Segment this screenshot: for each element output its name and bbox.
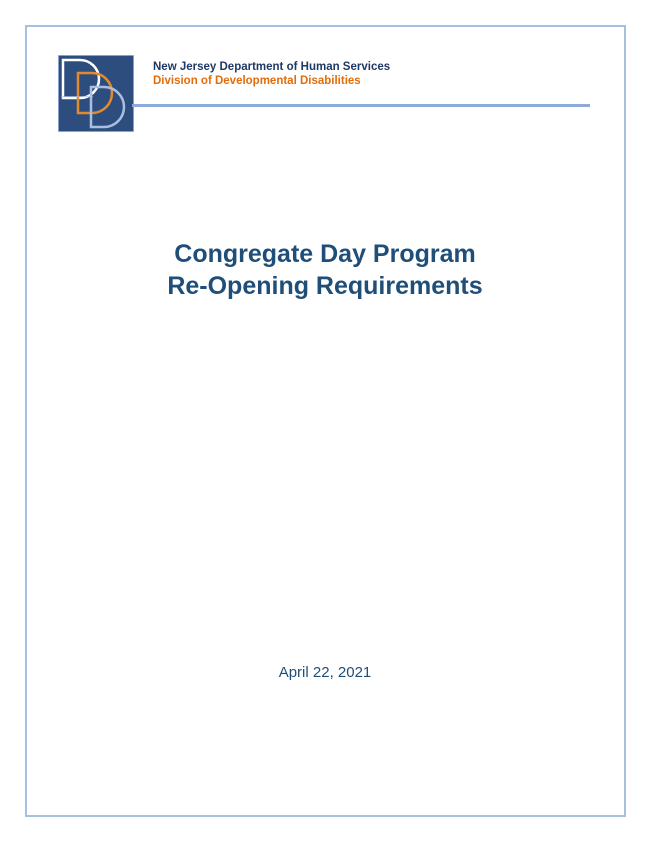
division-name: Division of Developmental Disabilities (153, 75, 361, 87)
document-date: April 22, 2021 (278, 664, 372, 681)
title-line-2: Re-Opening Requirements (167, 272, 483, 300)
header-text (153, 60, 390, 88)
ddd-logo-icon (58, 55, 134, 132)
org-name: New Jersey Department of Human Services (153, 61, 391, 73)
document-title (0, 238, 650, 302)
header-divider (132, 104, 590, 107)
title-line-1: Congregate Day Program (174, 240, 476, 268)
page-border (25, 25, 626, 817)
